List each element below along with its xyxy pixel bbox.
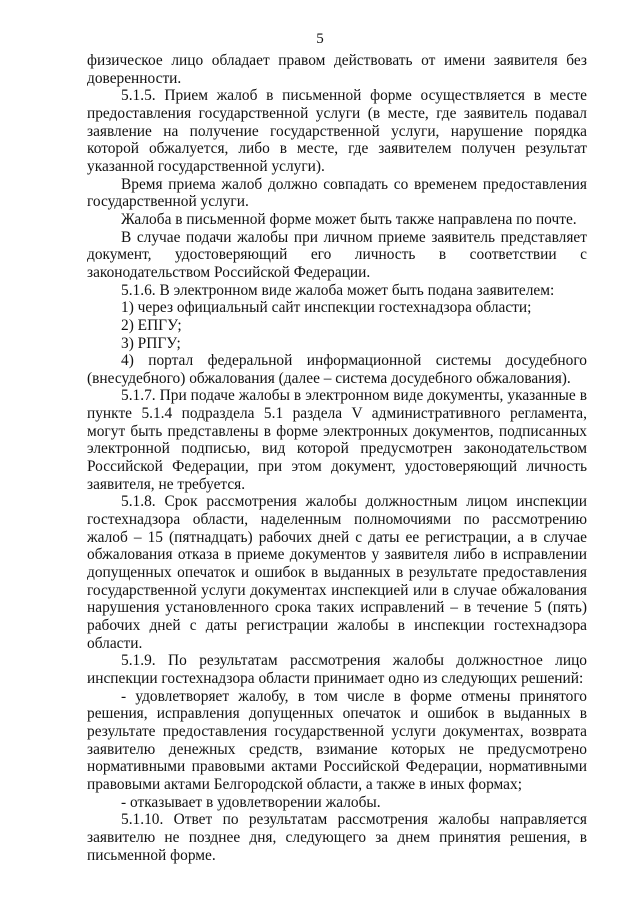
paragraph: 3) РПГУ; [121,334,181,352]
paragraph: - удовлетворяет жалобу, в том числе в форме отмены принятого решения, исправления допущенных опечаток и ошибок в выданных в результате предоставления государственной услуги документах, возврата заявителю денежных средств, взимание которых не предусмотрено нормативными правовыми актами Российской Федерации, нормативными правовыми актами Белгородской области, а также в иных формах; [87,687,587,793]
page-number: 5 [316,31,324,47]
paragraph: 1) через официальный сайт инспекции гостехнадзора области; [121,299,532,317]
paragraph: В случае подачи жалобы при личном приеме заявитель представляет документ, удостоверяющий его личность в соответствии с законодательством Российской Федерации. [87,228,587,281]
paragraph: 5.1.5. Прием жалоб в письменной форме осуществляется в месте предоставления государственной услуги (в месте, где заявитель подавал заявление на получение государственной услуги, нарушение порядка которой обжалуется, либо в месте, где заявителем получен результат указанной государственной услуги). [87,87,587,175]
paragraph: 2) ЕПГУ; [121,316,182,334]
paragraph: 5.1.8. Срок рассмотрения жалобы должностным лицом инспекции гостехнадзора области, наделенным полномочиями по рассмотрению жалоб – 15 (пятнадцать) рабочих дней с даты ее регистрации, а в случае обжалования отказа в приеме документов у заявителя либо в исправлении допущенных опечаток и ошибок в выданных в результате предоставления государственной услуги документах инспекцией или в случае обжалования нарушения установленного срока таких исправлений – в течение 5 (пять) рабочих дней с даты регистрации жалобы в инспекции гостехнадзора области. [87,493,587,652]
paragraph: 4) портал федеральной информационной системы досудебного (внесудебного) обжалования (далее – система досудебного обжалования). [87,352,587,387]
document-body [87,52,587,864]
paragraph: Жалоба в письменной форме может быть также направлена по почте. [121,210,577,228]
paragraph: 5.1.6. В электронном виде жалоба может быть подана заявителем: [121,281,555,299]
paragraph: 5.1.10. Ответ по результатам рассмотрения жалобы направляется заявителю не позднее дня, следующего за днем принятия решения, в письменной форме. [87,811,587,864]
paragraph: 5.1.7. При подаче жалобы в электронном виде документы, указанные в пункте 5.1.4 подраздела 5.1 раздела V административного регламента, могут быть представлены в форме электронных документов, подписанных электронной подписью, вид которой предусмотрен законодательством Российской Федерации, при этом документ, удостоверяющий личность заявителя, не требуется. [87,387,587,493]
paragraph: Время приема жалоб должно совпадать со временем предоставления государственной услуги. [87,175,587,211]
paragraph: физическое лицо обладает правом действовать от имени заявителя без доверенности. [87,52,587,87]
paragraph: - отказывает в удовлетворении жалобы. [121,793,381,811]
paragraph: 5.1.9. По результатам рассмотрения жалобы должностное лицо инспекции гостехнадзора области принимает одно из следующих решений: [87,652,587,687]
